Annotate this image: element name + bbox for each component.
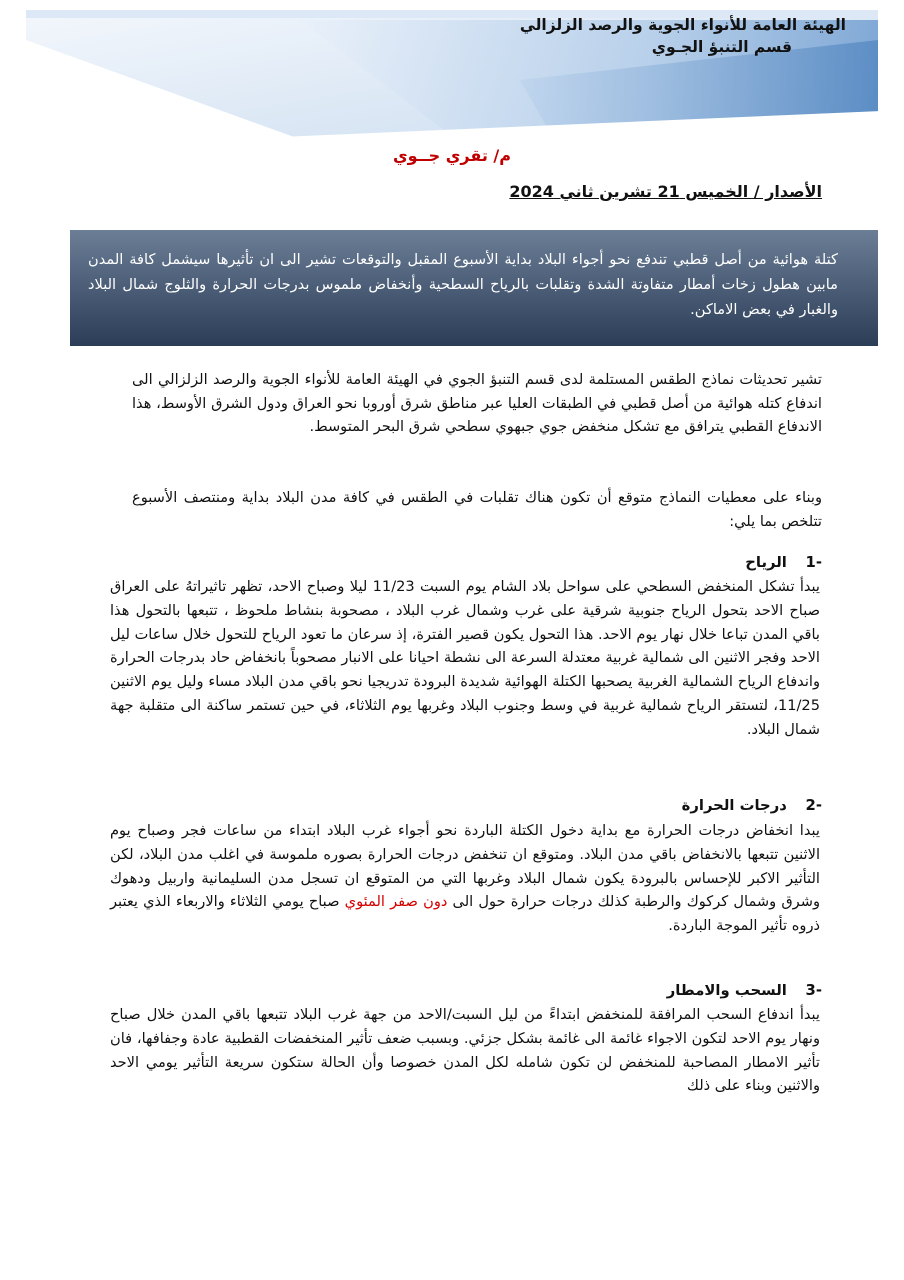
- report-title: م/ تقري جــوي: [392, 146, 511, 165]
- section-number: -1: [805, 554, 822, 571]
- section-text-winds: يبدأ تشكل المنخفض السطحي على سواحل بلاد الشام يوم السبت 11/23 ليلا وصباح الاحد، تظهر تاثيراتهُ على العراق صباح الاحد بتحول الرياح جنوبية شرقية على غرب وشمال غرب البلاد ، مصحوبة بنشاط ملحوظ ، تتبعها بالتحول هذا باقي المدن تباعا خلال نهار يوم الاحد. هذا التحول يكون قصير الفترة، إذ سرعان ما تعود الرياح للتحول خلال ساعات ليل الاحد وفجر الاثنين الى شمالية غربية معتدلة السرعة الى نشطة احيانا على الانبار مصحوباً بانخفاض حاد بدرجات الحرارة واندفاع الرياح الشمالية الغربية يصحبها الكتلة الهوائية شديدة البرودة تدريجيا نحو باقي مدن البلاد مساء وليل يوم الاثنين 11/25، لتستقر الرياح شمالية غربية في وسط وجنوب البلاد وغربها يوم الثلاثاء، في حين تستمر ساكنة الى متقلبة جهة شمال البلاد.: [110, 578, 820, 738]
- section-heading-temperature: [122, 795, 822, 817]
- summary-box: [70, 230, 878, 346]
- section-number: -2: [805, 797, 822, 814]
- section-title: الرياح: [745, 554, 787, 571]
- section-heading-winds: [122, 552, 822, 574]
- section-number: -3: [805, 982, 822, 999]
- intro-paragraph-1: تشير تحديثات نماذج الطقس المستلمة لدى قسم التنبؤ الجوي في الهيئة العامة للأنواء الجوية والرصد الزلزالي الى اندفاع كتله هوائية من أصل قطبي في الطبقات العليا عبر مناطق شرق أوروبا نحو العراق ودول الشرق الأوسط، هذا الاندفاع القطبي يترافق مع تشكل منخفض جوي جبهوي سطحي شرق البحر المتوسط.: [132, 371, 822, 436]
- section-title: درجات الحرارة: [681, 797, 787, 814]
- temperature-text-part-2: صباح يومي الثلاثاء والاربعاء الذي يعتبر ذروه تأثير الموجة الباردة.: [110, 893, 820, 935]
- section-text-temperature: [110, 819, 820, 938]
- issue-date: الأصدار / الخميس 21 تشرين ثاني 2024: [509, 182, 822, 201]
- section-heading-clouds-rain: [122, 980, 822, 1002]
- below-zero-highlight: دون صفر المئوي: [344, 893, 448, 911]
- department-name: قسم التنبؤ الجـوي: [651, 38, 792, 56]
- organization-name: الهيئة العامة للأنواء الجوية والرصد الزلزالي: [519, 16, 846, 34]
- temperature-text-part-1: يبدا انخفاض درجات الحرارة مع بداية دخول الكتلة الباردة نحو أجواء غرب البلاد ابتداء من ساعات فجر وصباح يوم الاثنين تتبعها بالانخفاض باقي مدن البلاد. ومتوقع ان تنخفض درجات الحرارة بصوره ملموسة في اغلب مدن البلاد، لكن التأثير الاكبر للإحساس بالبرودة يكون شمال البلاد وغربها التي من المتوقع ان تسجل مدن السليمانية واربيل ودهوك وشرق وشمال كركوك والرطبة كذلك درجات حرارة حول الى: [110, 822, 821, 911]
- intro-paragraph-2: وبناء على معطيات النماذج متوقع أن تكون هناك تقلبات في الطقس في كافة مدن البلاد بداية ومنتصف الأسبوع تتلخص بما يلي:: [132, 489, 822, 530]
- organization-header: [520, 14, 846, 58]
- summary-text: كتلة هوائية من أصل قطبي تندفع نحو أجواء البلاد بداية الأسبوع المقبل والتوقعات تشير الى ان تأثيرها سيشمل كافة المدن مابين هطول زخات أمطار متفاوتة الشدة وتقلبات بالرياح السطحية وأنخفاض ملموس بدرجات الحرارة والثلوج شمال البلاد والغبار في بعض الاماكن.: [88, 251, 838, 318]
- section-text-clouds-rain: يبدأ اندفاع السحب المرافقة للمنخفض ابتداءً من ليل السبت/الاحد من جهة غرب البلاد تتبعها باقي المدن خلال صباح ونهار يوم الاحد لتكون الاجواء غائمة الى غائمة بشكل جزئي. وبسبب ضعف تأثير المنخفضات القطبية عادة وجفافها، فان تأثير الامطار المصاحبة للمنخفض لن تكون شامله لكل المدن خصوصا وأن الحالة ستكون سريعة التأثير يومي الاحد والاثنين وبناء على ذلك: [110, 1006, 820, 1095]
- section-title: السحب والامطار: [666, 982, 787, 999]
